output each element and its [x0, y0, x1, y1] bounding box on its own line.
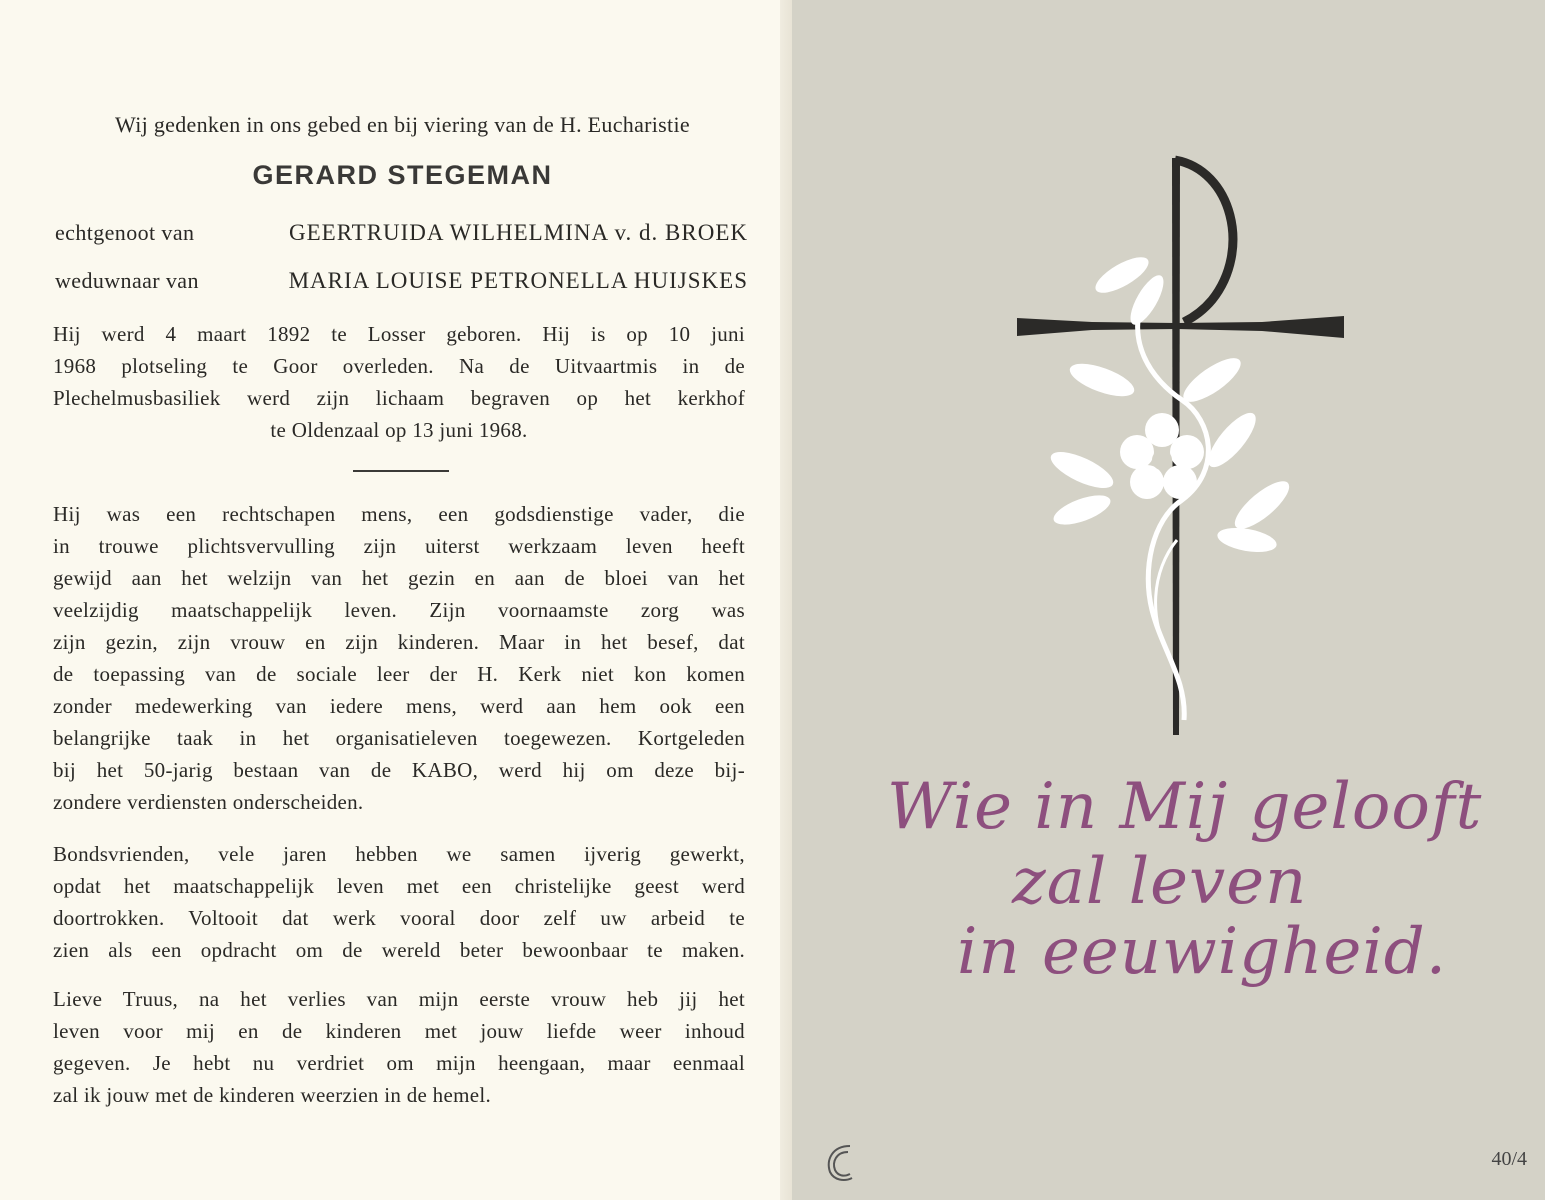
text-line: leven voor mij en de kinderen met jouw liefde weer inhoud: [53, 1019, 745, 1043]
text-line: Hij was een rechtschapen mens, een godsdienstige vader, die: [53, 502, 745, 526]
cross-with-flower-icon: [792, 0, 1545, 760]
text-line: Bondsvrienden, vele jaren hebben we samen ijverig gewerkt,: [53, 842, 745, 866]
text-line: gegeven. Je hebt nu verdriet om mijn heengaan, maar eenmaal: [53, 1051, 745, 1075]
birth-death-paragraph: [53, 318, 745, 446]
text-line: te Oldenzaal op 13 juni 1968.: [270, 418, 528, 442]
widower-label: weduwnaar van: [55, 268, 199, 293]
spouse-label: echtgenoot van: [55, 220, 195, 245]
text-line: Lieve Truus, na het verlies van mijn eerste vrouw heb jij het: [53, 987, 745, 1011]
text-line: veelzijdig maatschappelijk leven. Zijn voornaamste zorg was: [53, 598, 745, 622]
text-line: in trouwe plichtsvervulling zijn uiterst werkzaam leven heeft: [53, 534, 745, 558]
life-paragraph: [53, 498, 745, 818]
text-line: zonder medewerking van iedere mens, werd aan hem ook een: [53, 694, 745, 718]
publisher-logo-icon: [820, 1140, 860, 1184]
text-line: doortrokken. Voltooit dat werk vooral door zelf uw arbeid te: [53, 906, 745, 930]
text-line: opdat het maatschappelijk leven met een christelijke geest werd: [53, 874, 745, 898]
text-line: Plechelmusbasiliek werd zijn lichaam begraven op het kerkhof: [53, 386, 745, 410]
spouse-line: [55, 220, 748, 246]
widower-line: [55, 268, 748, 294]
verse-line: Wie in Mij gelooft: [887, 770, 1483, 844]
text-line: bij het 50-jarig bestaan van de KABO, werd hij om deze bij-: [53, 758, 745, 782]
text-line: zien als een opdracht om de wereld beter bewoonbaar te maken.: [53, 938, 745, 962]
text-line: zondere verdiensten onderscheiden.: [53, 790, 364, 814]
verse-line: zal leven: [1012, 845, 1308, 919]
spouse-name: GEERTRUIDA WILHELMINA v. d. BROEK: [288, 220, 748, 245]
print-code: 40/4: [1491, 1148, 1527, 1170]
section-divider: [353, 470, 449, 472]
intro-text: Wij gedenken in ons gebed en bij viering van de H. Eucharistie: [115, 112, 690, 137]
text-line: Hij werd 4 maart 1892 te Losser geboren. Hij is op 10 juni: [53, 322, 745, 346]
bond-paragraph: [53, 838, 745, 966]
text-line: 1968 plotseling te Goor overleden. Na de Uitvaartmis in de: [53, 354, 745, 378]
right-page: [792, 0, 1545, 1200]
verse-line: in eeuwigheid.: [957, 915, 1448, 989]
text-line: zijn gezin, zijn vrouw en zijn kinderen. Maar in het besef, dat: [53, 630, 745, 654]
deceased-name: GERARD STEGEMAN: [252, 160, 553, 190]
text-line: gewijd aan het welzijn van het gezin en aan de bloei van het: [53, 566, 745, 590]
text-line: zal ik jouw met de kinderen weerzien in de hemel.: [53, 1083, 492, 1107]
text-line: de toepassing van de sociale leer der H. Kerk niet kon komen: [53, 662, 745, 686]
truus-paragraph: [53, 983, 745, 1111]
text-line: belangrijke taak in het organisatieleven toegewezen. Kortgeleden: [53, 726, 745, 750]
widower-name: MARIA LOUISE PETRONELLA HUIJSKES: [288, 268, 748, 293]
